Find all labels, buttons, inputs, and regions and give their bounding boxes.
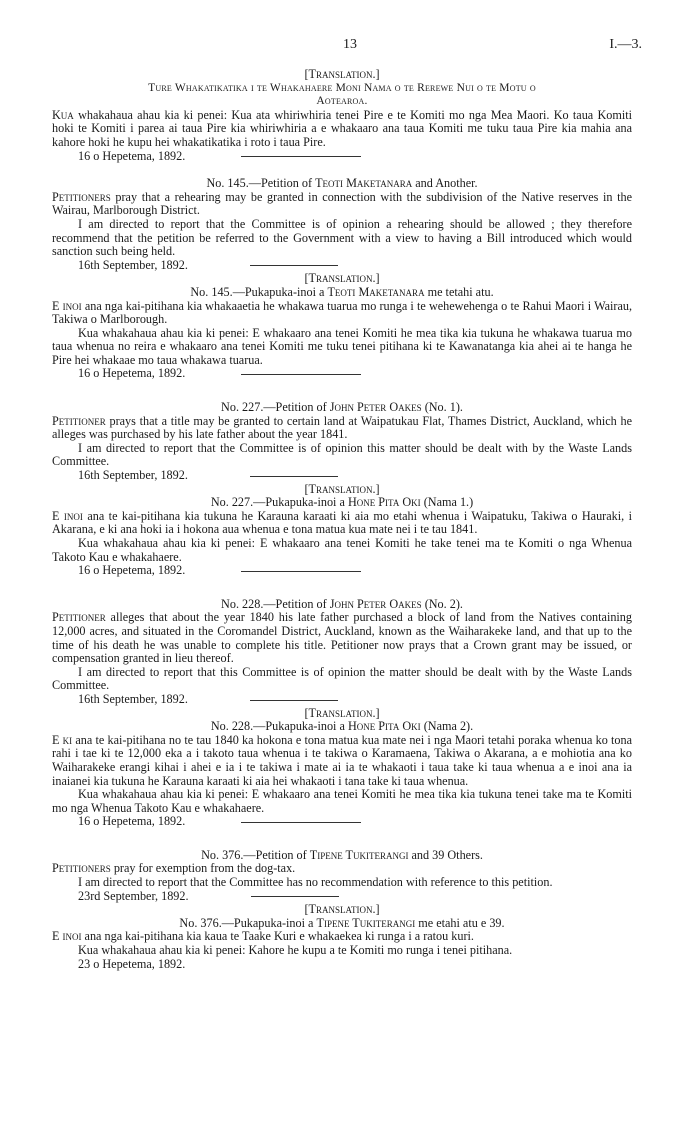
- translation-label: [Translation.]: [304, 271, 380, 286]
- translation-report: Kua whakahaua ahau kia ki penei: E whakaaro ana tenei Komiti he mea tika kia tukuna he whakawa tuarua mo taua whenua no reira e whakaaro ana tenei Komiti me tuku tenei pitihana ki te Kawanatanga kia ahei ai te hanga he Pire hei whakaae mo taua whakawa tuarua.: [52, 325, 632, 367]
- translation-body: E inoi ana te kai-pitihana kia tukuna he Karauna karaati ki aia mo etahi whenua i Waipatuku, Takiwa o Hauraki, i Akarana, e ki ana hoki ia i hokona aua whenua e tona matua kua mate nei i te tau 1841.: [52, 508, 632, 537]
- petition-body: Petitioner prays that a title may be granted to certain land at Waipatukau Flat, Thames District, Auckland, which he alleges was purchased by his late father about the year 1841.: [52, 413, 632, 442]
- petition-date-line: 16th September, 1892.: [52, 259, 632, 273]
- translation-date-line: 16 o Hepetema, 1892.: [52, 367, 632, 381]
- petition-body: Petitioner alleges that about the year 1840 his late father purchased a block of land from the Natives containing 12,000 acres, and situated in the Coromandel District, Auckland, known as the Waiharakeke land, and that up to the time of his death he was unable to complete his title. Petitioner now prays that a Crown grant may be issued, or compensation granted in lieu thereof.: [52, 610, 632, 666]
- committee-report: I am directed to report that the Committee has no recommendation with reference to this petition.: [78, 875, 553, 890]
- translation-label: [Translation.]: [304, 481, 380, 496]
- page-header: [0, 38, 700, 54]
- translation-heading: No. 227.—Pukapuka-inoi a Hone Pita Oki (Nama 1.): [210, 495, 474, 510]
- intro-title-line1: Ture Whakatikatika i te Whakahaere Moni Nama o te Rerewe Nui o te Motu o: [148, 81, 536, 94]
- translation-body: E inoi ana nga kai-pitihana kia kaua te Taake Kuri e whakaekea ki runga i a ratou kuri.: [52, 929, 474, 944]
- section-divider: [241, 374, 361, 375]
- petition-heading: No. 227.—Petition of John Peter Oakes (No. 1).: [221, 400, 463, 415]
- petition-heading: No. 145.—Petition of Teoti Maketanara and Another.: [206, 176, 478, 191]
- committee-report: I am directed to report that this Committee is of opinion the matter should be dealt with by the Waste Lands Committee.: [52, 664, 632, 693]
- translation-report: Kua whakahaua ahau kia ki penei: Kahore he kupu a te Komiti mo runga i tenei pitihana.: [78, 943, 513, 958]
- petition-date-line: 16th September, 1892.: [52, 693, 632, 707]
- translation-heading: No. 228.—Pukapuka-inoi a Hone Pita Oki (Nama 2).: [210, 719, 474, 734]
- petition-body: Petitioners pray for exemption from the dog-tax.: [52, 861, 296, 876]
- document-body: [52, 68, 632, 971]
- short-rule: [250, 265, 338, 266]
- intro-paragraph: [52, 109, 632, 150]
- translation-date-line: 23 o Hepetema, 1892.: [78, 956, 186, 971]
- section-divider: [241, 156, 361, 157]
- translation-label: [Translation.]: [304, 902, 380, 917]
- petition-date-line: 23rd September, 1892.: [52, 890, 632, 904]
- translation-date-line: 16 o Hepetema, 1892.: [52, 564, 632, 578]
- translation-heading: No. 145.—Pukapuka-inoi a Teoti Maketanara me tetahi atu.: [190, 284, 494, 299]
- translation-report: Kua whakahaua ahau kia ki penei: E whakaaro ana tenei Komiti he take tenei ma te Komiti o nga Whenua Takoto Kau e whakahaere.: [52, 536, 632, 564]
- short-rule: [251, 896, 339, 897]
- page-number: 13: [343, 37, 357, 52]
- intro-title-line2: Aotearoa.: [316, 95, 368, 108]
- short-rule: [250, 700, 338, 701]
- intro-lead: Kua: [52, 107, 74, 122]
- petition-date-line: 16th September, 1892.: [52, 469, 632, 483]
- translation-label: [Translation.]: [304, 705, 380, 720]
- petition-body: Petitioners pray that a rehearing may be granted in connection with the subdivision of the Native reserves in the Wairau, Marlborough District.: [52, 189, 632, 218]
- document-reference: I.—3.: [609, 37, 642, 52]
- translation-label: [Translation.]: [304, 67, 380, 81]
- translation-report: Kua whakahaua ahau kia ki penei: E whakaaro ana tenei Komiti he mea tika kia tukuna tenei take ma te Komiti mo nga Whenua Takoto Kau e whakahaere.: [52, 787, 632, 815]
- translation-heading: No. 376.—Pukapuka-inoi a Tipene Tukiterangi me etahi atu e 39.: [179, 915, 505, 930]
- short-rule: [250, 476, 338, 477]
- committee-report: I am directed to report that the Committee is of opinion a rehearing should be allowed ; they therefore recommend that the petition be referred to the Government with a view to having a Bill introduced which would sanction such being held.: [52, 216, 632, 259]
- petition-heading: No. 228.—Petition of John Peter Oakes (No. 2).: [221, 596, 463, 611]
- intro-date: 16 o Hepetema, 1892.: [78, 148, 186, 163]
- translation-body: E ki ana te kai-pitihana no te tau 1840 ka hokona e tona matua kua mate nei i nga Maori tetahi poraka whenua ko tona rahi i tae ki te 12,000 eka a i takoto taua whenua i te takiwa o Karamaena, Takiwa o Akarana, a e mohiotia ana ko Waiharakeke erangi kihai i ahei e ia i te takiwa i mate ai ia te whakaoti i taua take ki taua whenua a e inoi ana ia inaianei kia tukuna he Karauna karaati ki aia hei whakaoti i tana take ki taua whenua.: [52, 732, 632, 788]
- committee-report: I am directed to report that the Committee is of opinion this matter should be dealt with by the Waste Lands Committee.: [52, 440, 632, 469]
- intro-date-line: [52, 150, 632, 164]
- petition-heading: No. 376.—Petition of Tipene Tukiterangi and 39 Others.: [201, 847, 483, 862]
- intro-body: whakahaua ahau kia ki penei: Kua ata whiriwhiria tenei Pire e te Komiti mo nga Mea Maori. Ko taua Komiti hoki te Komiti i parea ai taua Pire kia whiriwhiria a e whakaaro ana taua Komiti me tuku taua Pire kia mahia ana kahore hoki he kupu hei whakatikatika i roto i taua Pire.: [52, 107, 632, 149]
- section-divider: [241, 571, 361, 572]
- translation-date-line: 16 o Hepetema, 1892.: [52, 815, 632, 829]
- section-divider: [241, 822, 361, 823]
- translation-body: E inoi ana nga kai-pitihana kia whakaaetia he whakawa tuarua mo runga i te wehewehenga o te Rahui Maori i Wairau, Takiwa o Marlborough.: [52, 298, 632, 327]
